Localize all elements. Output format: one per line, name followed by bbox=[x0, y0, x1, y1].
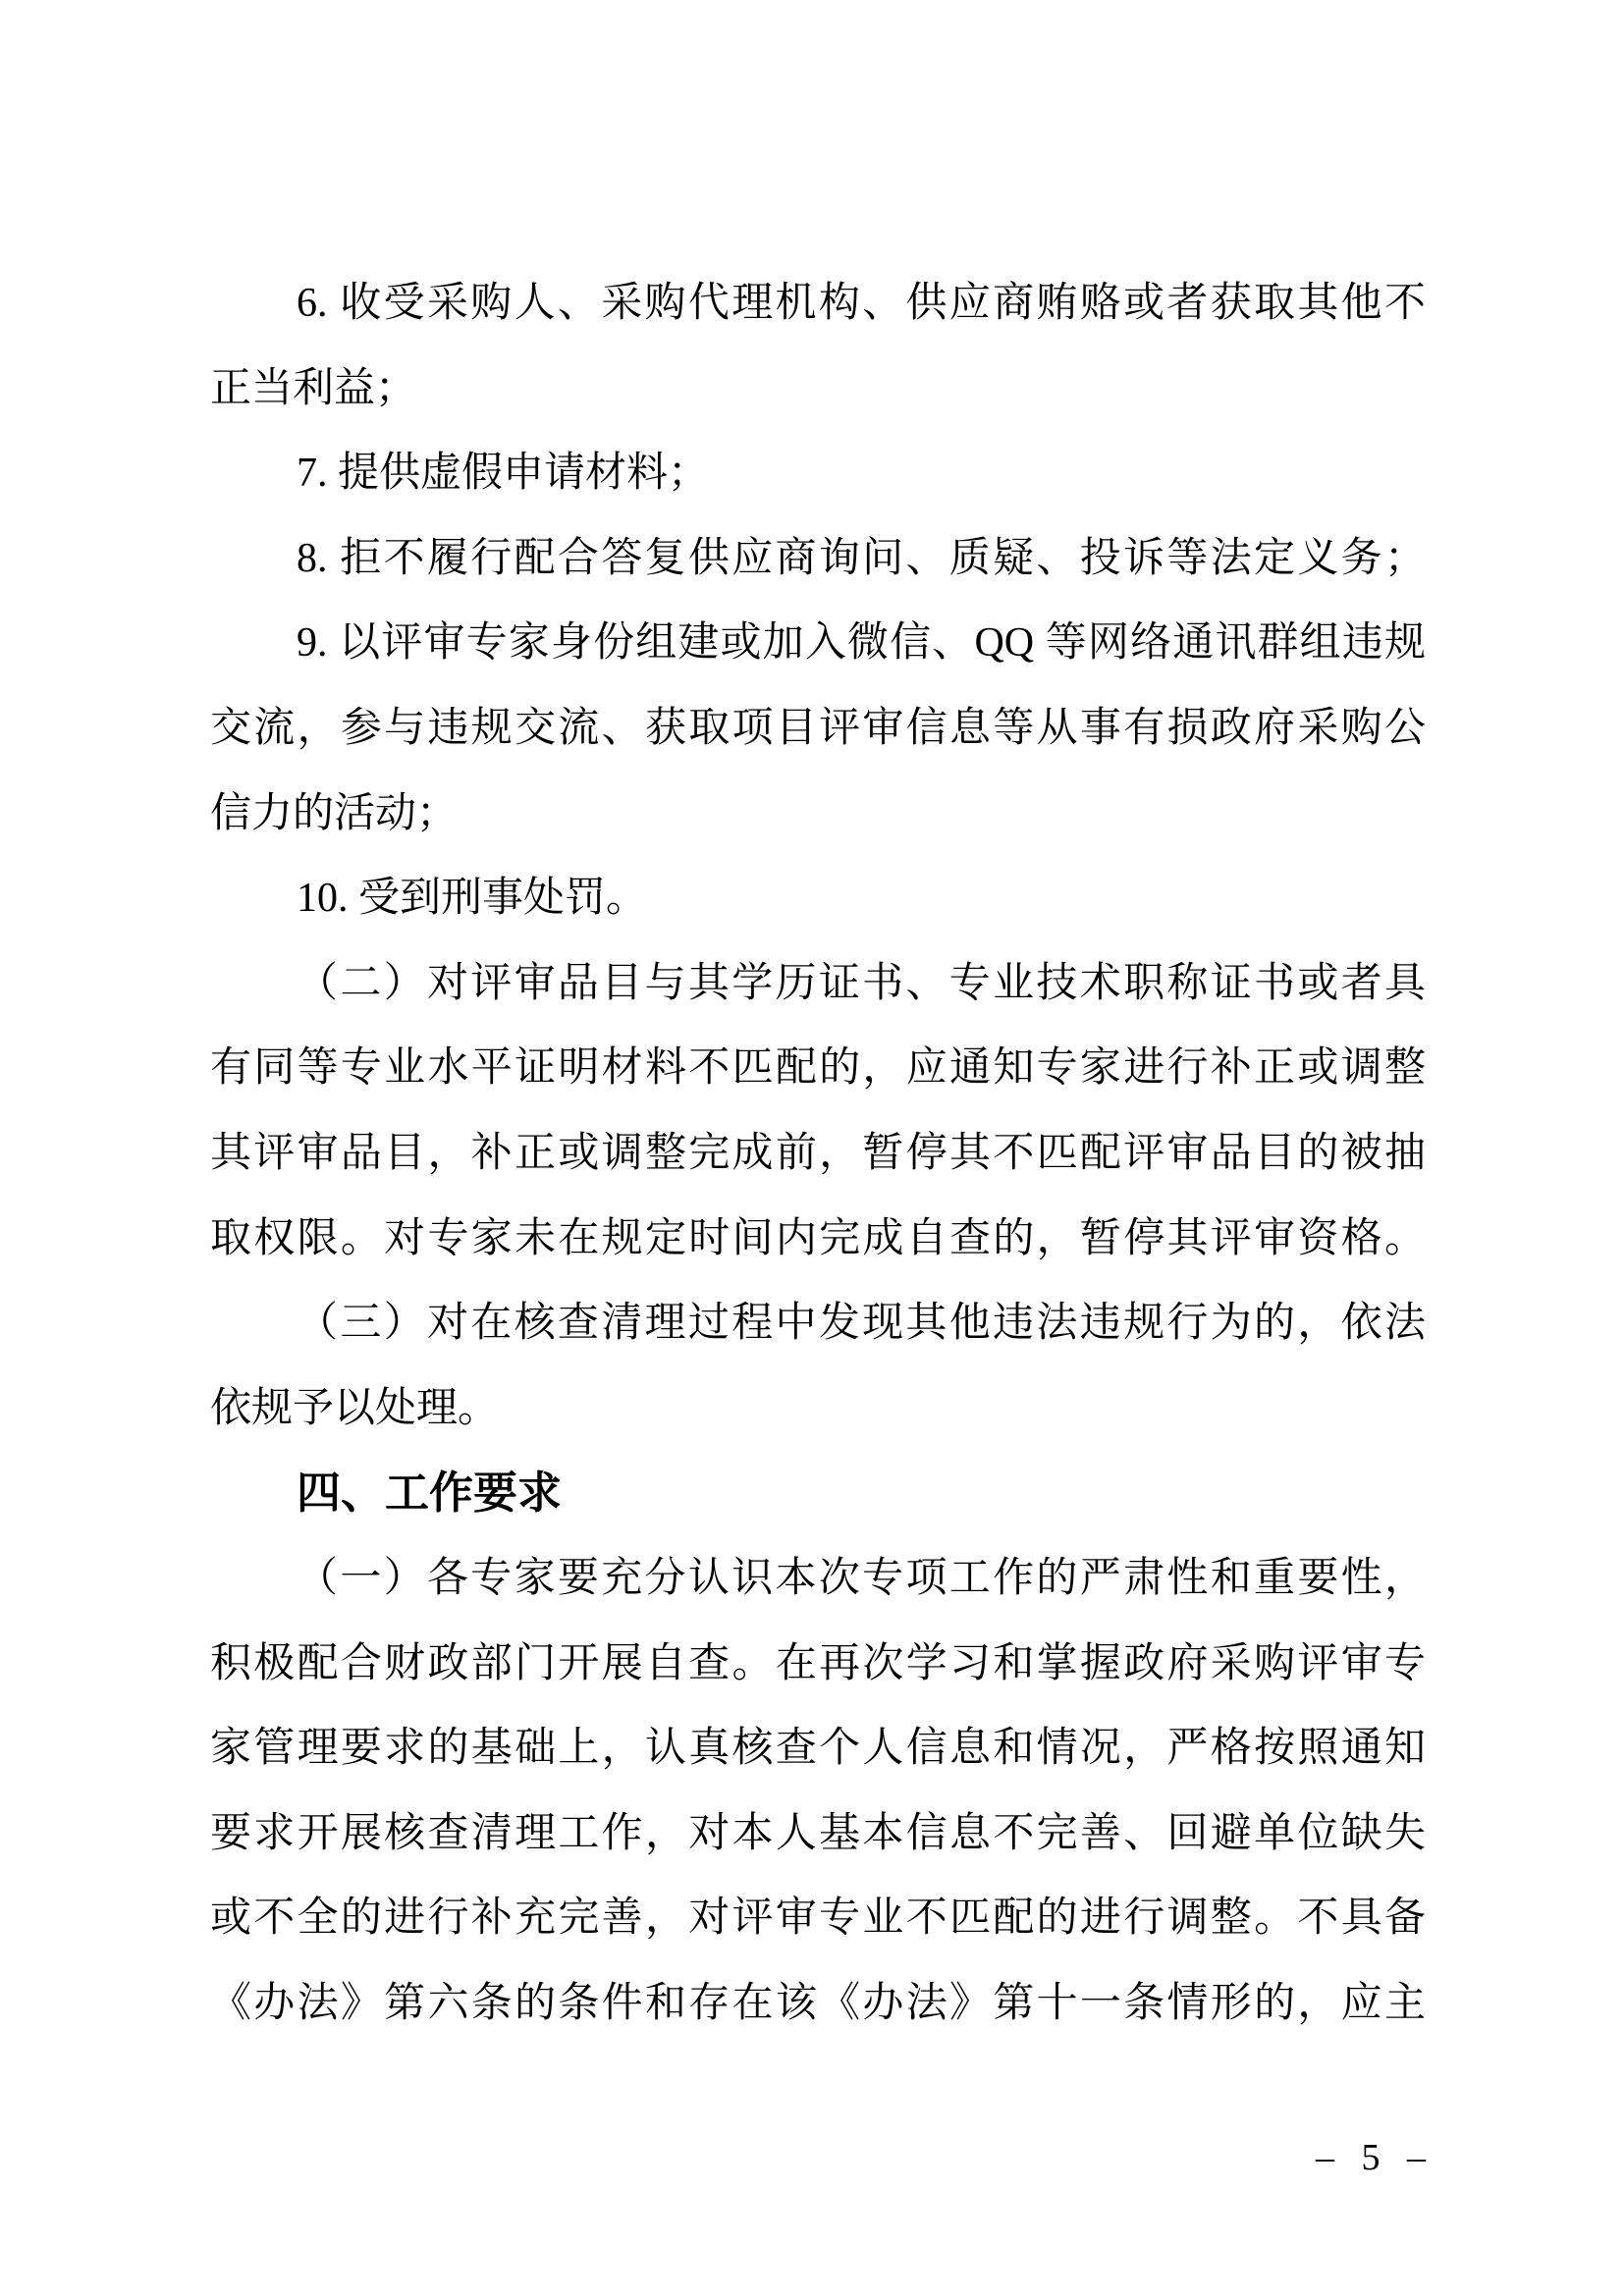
text-line: 要求开展核查清理工作，对本人基本信息不完善、回避单位缺失 bbox=[210, 1810, 1426, 1856]
text-line: 6. 收受采购人、采购代理机构、供应商贿赂或者获取其他不 bbox=[297, 281, 1426, 326]
text-line: 或不全的进行补充完善，对评审专业不匹配的进行调整。不具备 bbox=[210, 1896, 1426, 1942]
text-line: 《办法》第六条的条件和存在该《办法》第十一条情形的，应主 bbox=[210, 1980, 1426, 2026]
text-line: 其评审品目，补正或调整完成前，暂停其不匹配评审品目的被抽 bbox=[210, 1130, 1426, 1176]
text-line: 家管理要求的基础上，认真核查个人信息和情况，严格按照通知 bbox=[210, 1726, 1426, 1772]
text-line: 有同等专业水平证明材料不匹配的，应通知专家进行补正或调整 bbox=[210, 1045, 1426, 1092]
text-line: 依规予以处理。 bbox=[210, 1385, 500, 1431]
text-line: （三）对在核查清理过程中发现其他违法违规行为的，依法 bbox=[297, 1301, 1426, 1347]
document-body bbox=[210, 261, 1426, 2046]
text-line: 8. 拒不履行配合答复供应商询问、质疑、投诉等法定义务； bbox=[297, 535, 1426, 581]
text-line: 9. 以评审专家身份组建或加入微信、QQ 等网络通讯群组违规 bbox=[297, 620, 1426, 667]
text-line: 取权限。对专家未在规定时间内完成自查的，暂停其评审资格。 bbox=[210, 1215, 1426, 1261]
section-heading: 四、工作要求 bbox=[297, 1468, 563, 1519]
text-line: 正当利益； bbox=[210, 365, 417, 411]
text-line: 10. 受到刑事处罚。 bbox=[297, 876, 648, 922]
page-number: – 5 – bbox=[1316, 2137, 1430, 2178]
text-line: 信力的活动； bbox=[210, 790, 459, 836]
text-line: 7. 提供虚假申请材料； bbox=[297, 451, 710, 497]
text-line: （二）对评审品目与其学历证书、专业技术职称证书或者具 bbox=[297, 960, 1426, 1006]
text-line: 积极配合财政部门开展自查。在再次学习和掌握政府采购评审专 bbox=[210, 1640, 1426, 1686]
text-line: 交流，参与违规交流、获取项目评审信息等从事有损政府采购公 bbox=[210, 705, 1426, 751]
text-line: （一）各专家要充分认识本次专项工作的严肃性和重要性， bbox=[297, 1555, 1426, 1601]
